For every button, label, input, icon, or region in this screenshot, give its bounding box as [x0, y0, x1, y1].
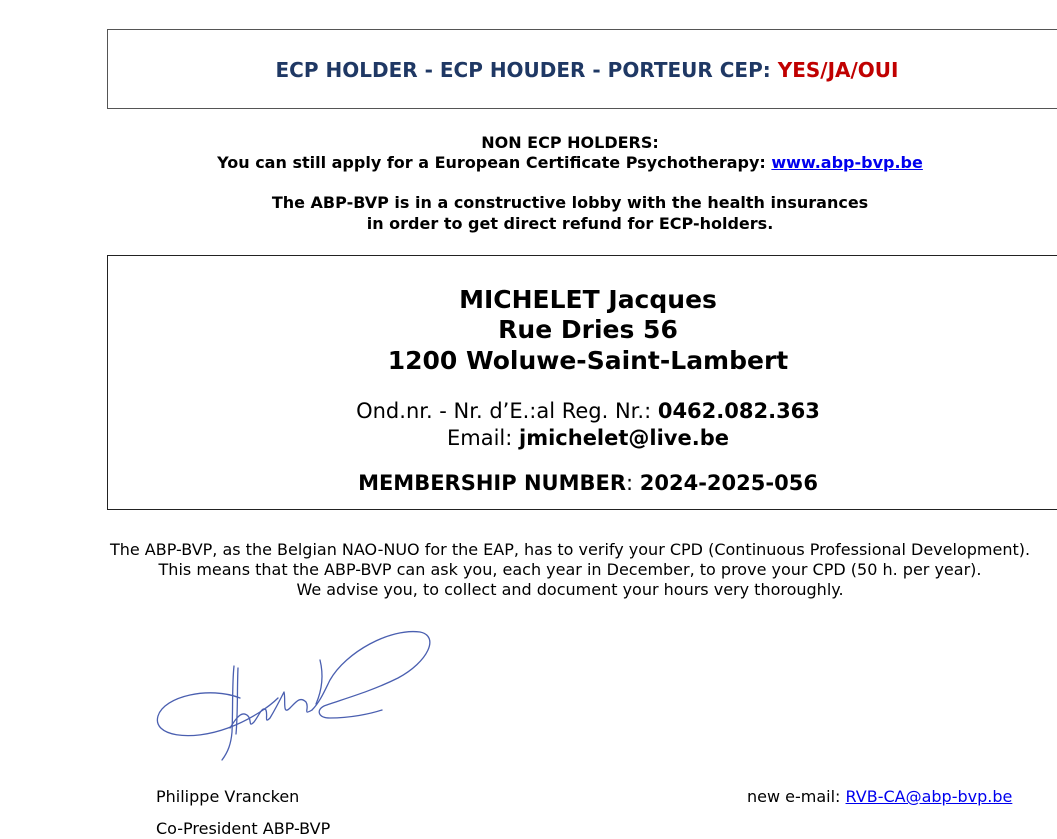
new-email-line [747, 787, 1012, 807]
signer-title: Co-President ABP-BVP [156, 819, 331, 838]
signature-stroke-flourish [312, 632, 430, 718]
membership-separator: : [626, 471, 640, 495]
lobby-line-1: The ABP-BVP is in a constructive lobby with the health insurances [271, 193, 869, 212]
member-email-line [107, 425, 1057, 452]
registration-number: 0462.082.363 [657, 399, 820, 423]
cpd-line-3: We advise you, to collect and document your hours very thoroughly. [296, 580, 844, 599]
non-ecp-apply-text: You can still apply for a European Certificate Psychotherapy: [217, 153, 772, 172]
member-registration-line [107, 398, 1057, 425]
cpd-line-2: This means that the ABP-BVP can ask you, each year in December, to prove your CPD (50 h. per year). [158, 560, 982, 579]
lobby-line-2: in order to get direct refund for ECP-holders. [366, 214, 774, 233]
ecp-holder-label: ECP HOLDER - ECP HOUDER - PORTEUR CEP: [275, 58, 778, 82]
new-email-label: new e-mail: [747, 787, 846, 806]
abp-bvp-website-link[interactable]: www.abp-bvp.be [771, 153, 923, 172]
member-email: jmichelet@live.be [519, 426, 729, 450]
email-label: Email: [447, 426, 520, 450]
membership-number: 2024-2025-056 [639, 471, 818, 495]
new-email-link[interactable]: RVB-CA@abp-bvp.be [845, 787, 1013, 806]
member-name: MICHELET Jacques [459, 285, 717, 314]
registration-label: Ond.nr. - Nr. d’E.:al Reg. Nr.: [356, 399, 658, 423]
ecp-holder-line [107, 58, 1057, 82]
membership-line [107, 470, 1057, 497]
non-ecp-apply-line [0, 153, 1057, 173]
non-ecp-heading: NON ECP HOLDERS: [481, 133, 659, 152]
member-street: Rue Dries 56 [498, 315, 678, 344]
signature-stroke-stem [222, 666, 234, 760]
membership-label: MEMBERSHIP NUMBER [358, 471, 626, 495]
ecp-holder-answer: YES/JA/OUI [777, 58, 899, 82]
member-city: 1200 Woluwe-Saint-Lambert [387, 346, 789, 375]
cpd-line-1: The ABP-BVP, as the Belgian NAO-NUO for the EAP, has to verify your CPD (Continuous Professional Development). [109, 540, 1031, 559]
signature-icon [150, 620, 440, 770]
signature-stroke-loop [157, 693, 278, 736]
signer-name: Philippe Vrancken [156, 787, 300, 806]
